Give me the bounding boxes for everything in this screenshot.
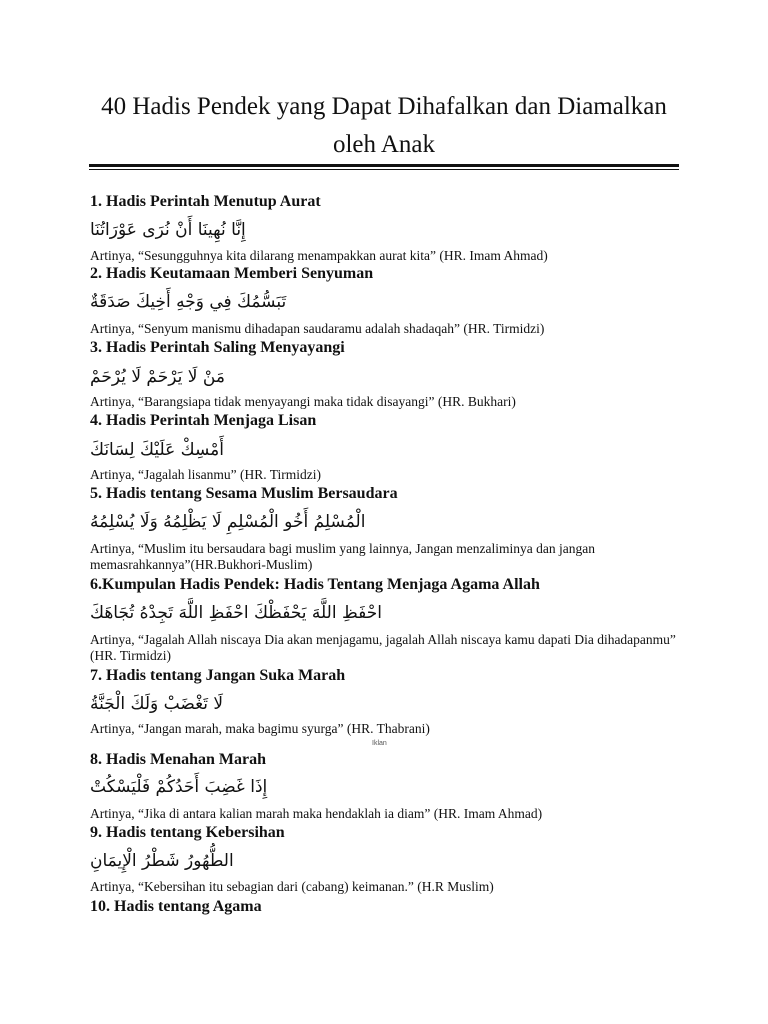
hadith-translation: Artinya, “Jika di antara kalian marah maka hendaklah ia diam” (HR. Imam Ahmad)	[90, 806, 543, 821]
ad-label: Iklan	[372, 740, 387, 747]
hadith-heading: 2. Hadis Keutamaan Memberi Senyuman	[90, 265, 374, 282]
hadith-arabic: الْمُسْلِمُ أَخُو الْمُسْلِمِ لَا يَظْلِمُهُ وَلَا يُسْلِمُهُ	[90, 512, 366, 532]
hadith-arabic: الطُّهُورُ شَطْرُ الْإِيمَانِ	[90, 851, 234, 871]
hadith-translation: Artinya, “Senyum manismu dihadapan saudaramu adalah shadaqah” (HR. Tirmidzi)	[90, 321, 545, 336]
hadith-arabic: مَنْ لَا يَرْحَمْ لَا يُرْحَمْ	[90, 367, 225, 387]
hadith-heading: 1. Hadis Perintah Menutup Aurat	[90, 193, 321, 210]
hadith-heading: 8. Hadis Menahan Marah	[90, 751, 267, 768]
document-title	[60, 88, 708, 164]
hadith-heading: 7. Hadis tentang Jangan Suka Marah	[90, 667, 346, 684]
title-divider	[89, 164, 679, 167]
title-divider-thin	[89, 169, 679, 170]
hadith-arabic: أَمْسِكْ عَلَيْكَ لِسَانَكَ	[90, 440, 224, 460]
hadith-translation: Artinya, “Muslim itu bersaudara bagi muslim yang lainnya, Jangan menzaliminya dan jangan memasrahkannya”(HR.Bukhori-Muslim)	[90, 541, 595, 572]
hadith-arabic: لَا تَغْضَبْ وَلَكَ الْجَنَّةُ	[90, 694, 224, 714]
hadith-arabic: احْفَظِ اللَّهَ يَحْفَظْكَ احْفَظِ اللَّهَ تَجِدْهُ تُجَاهَكَ	[90, 603, 382, 623]
hadith-arabic: إِنَّا نُهِينَا أَنْ نُرَى عَوْرَاتُنَا	[90, 220, 246, 240]
hadith-arabic: تَبَسُّمُكَ فِي وَجْهِ أَخِيكَ صَدَقَةٌ	[90, 292, 287, 312]
hadith-heading: 6.Kumpulan Hadis Pendek: Hadis Tentang Menjaga Agama Allah	[90, 576, 540, 593]
hadith-heading: 10. Hadis tentang Agama	[90, 898, 262, 915]
hadith-translation: Artinya, “Barangsiapa tidak menyayangi maka tidak disayangi” (HR. Bukhari)	[90, 394, 516, 409]
hadith-translation: Artinya, “Jagalah Allah niscaya Dia akan menjagamu, jagalah Allah niscaya kamu dapati Dia dihadapanmu” (HR. Tirmidzi)	[90, 632, 676, 663]
hadith-translation: Artinya, “Jangan marah, maka bagimu syurga” (HR. Thabrani)	[90, 721, 430, 736]
hadith-heading: 9. Hadis tentang Kebersihan	[90, 824, 285, 841]
hadith-heading: 4. Hadis Perintah Menjaga Lisan	[90, 412, 317, 429]
hadith-translation: Artinya, “Sesungguhnya kita dilarang menampakkan aurat kita” (HR. Imam Ahmad)	[90, 248, 548, 263]
hadith-translation: Artinya, “Jagalah lisanmu” (HR. Tirmidzi)	[90, 467, 321, 482]
hadith-heading: 3. Hadis Perintah Saling Menyayangi	[90, 339, 345, 356]
hadith-arabic: إِذَا غَضِبَ أَحَدُكُمْ فَلْيَسْكُتْ	[90, 777, 268, 797]
title-line-1: 40 Hadis Pendek yang Dapat Dihafalkan dan Diamalkan	[101, 93, 667, 120]
title-line-2: oleh Anak	[332, 131, 436, 158]
hadith-translation: Artinya, “Kebersihan itu sebagian dari (cabang) keimanan.” (H.R Muslim)	[90, 879, 494, 894]
hadith-heading: 5. Hadis tentang Sesama Muslim Bersaudara	[90, 485, 398, 502]
